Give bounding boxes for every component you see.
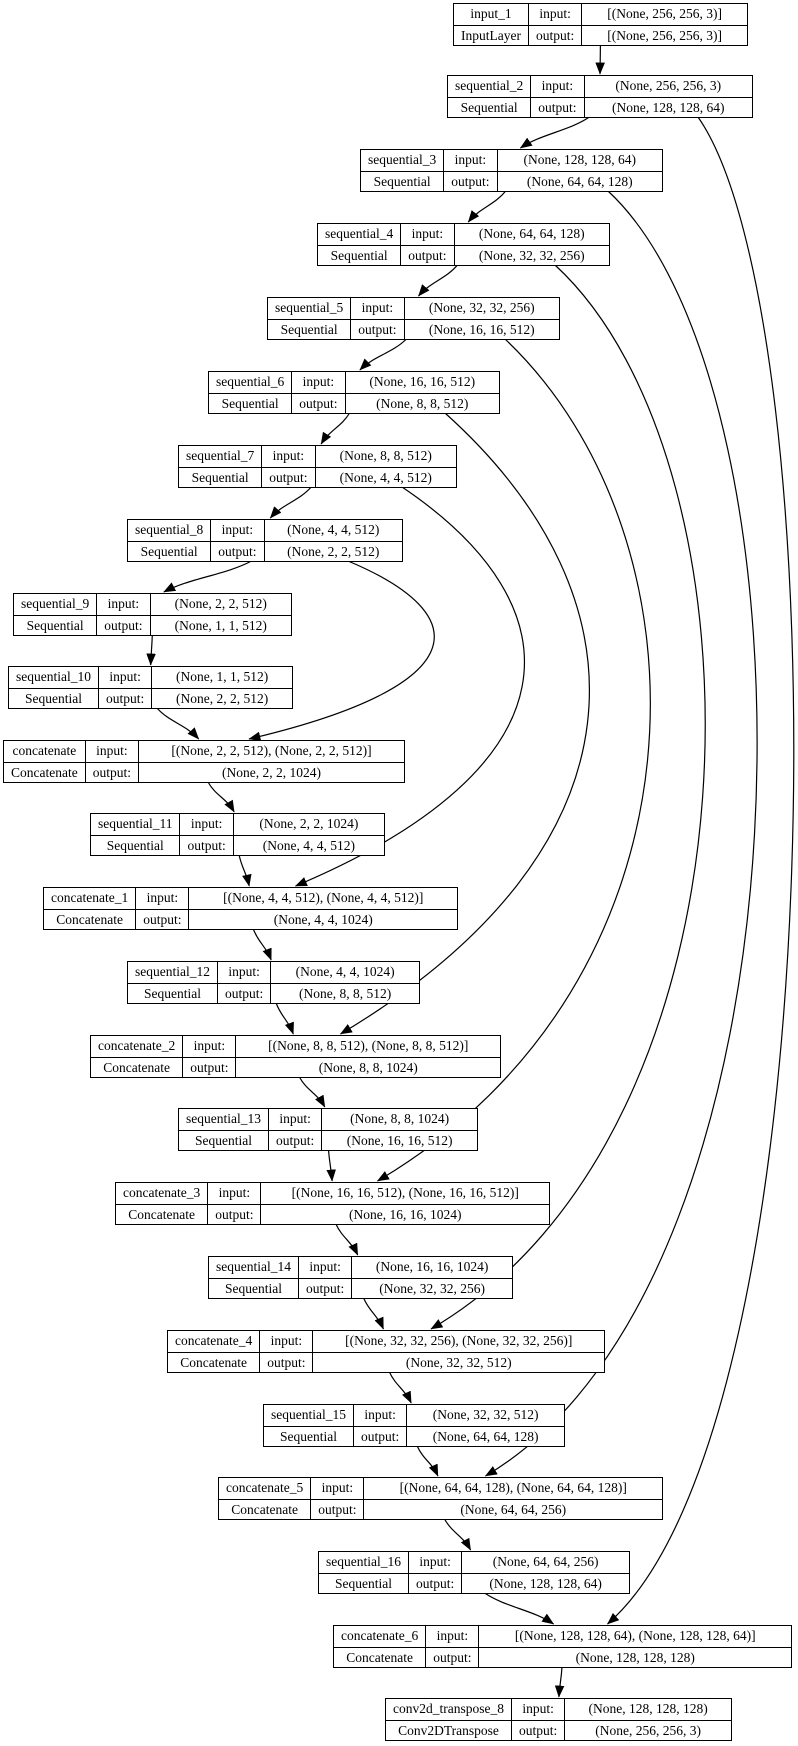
input-label: input: [298, 1257, 351, 1278]
layer-node-concatenate_2 [90, 1035, 501, 1078]
input-shape: [(None, 128, 128, 64), (None, 128, 128, 64)] [478, 1626, 791, 1647]
edge-sequential_2-to-sequential_3 [520, 117, 589, 148]
output-label: output: [217, 983, 270, 1004]
output-label: output: [400, 245, 453, 266]
edge-sequential_10-to-concatenate [157, 708, 199, 739]
output-shape: (None, 8, 8, 512) [345, 393, 500, 414]
layer-name: conv2d_transpose_8 [393, 1701, 504, 1716]
layer-node-sequential_12 [127, 961, 420, 1004]
input-shape: (None, 128, 128, 128) [564, 1699, 731, 1720]
output-label: output: [443, 171, 496, 192]
edge-sequential_9-to-sequential_10 [151, 635, 153, 665]
layer-node-sequential_7 [178, 445, 457, 488]
layer-class: Concatenate [168, 1352, 259, 1373]
layer-name: sequential_8 [135, 522, 204, 537]
layer-node-concatenate_6 [333, 1625, 792, 1668]
input-label: input: [291, 372, 344, 393]
layer-class: Sequential [448, 97, 530, 118]
output-label: output: [530, 97, 583, 118]
output-shape: (None, 16, 16, 1024) [260, 1204, 549, 1225]
layer-name: sequential_13 [186, 1111, 261, 1126]
input-shape: (None, 2, 2, 512) [150, 594, 292, 615]
input-label: input: [310, 1478, 363, 1499]
layer-node-sequential_5 [267, 297, 560, 340]
edge-sequential_4-to-sequential_5 [419, 265, 458, 296]
layer-name: concatenate_4 [175, 1333, 253, 1348]
input-label: input: [96, 594, 149, 615]
output-shape: (None, 1, 1, 512) [150, 615, 292, 636]
output-shape: (None, 64, 64, 128) [406, 1426, 564, 1447]
layer-node-concatenate_4 [167, 1330, 605, 1373]
input-shape: (None, 2, 2, 1024) [233, 814, 384, 835]
output-shape: (None, 8, 8, 1024) [235, 1057, 500, 1078]
layer-node-sequential_11 [90, 813, 385, 856]
input-label: input: [400, 224, 453, 245]
input-shape: (None, 16, 16, 1024) [351, 1257, 512, 1278]
output-label: output: [425, 1647, 478, 1668]
output-shape: (None, 4, 4, 1024) [188, 909, 457, 930]
input-label: input: [530, 76, 583, 97]
output-shape: (None, 64, 64, 128) [497, 171, 663, 192]
output-shape: (None, 2, 2, 512) [264, 541, 403, 562]
layer-node-sequential_10 [8, 666, 293, 709]
layer-class: InputLayer [454, 25, 528, 46]
layer-node-sequential_15 [263, 1404, 565, 1447]
edge-sequential_6-to-concatenate_2 [341, 413, 590, 1034]
output-shape: (None, 16, 16, 512) [404, 319, 560, 340]
edge-sequential_2-to-concatenate_6 [608, 117, 794, 1624]
output-label: output: [261, 467, 314, 488]
output-label: output: [511, 1720, 564, 1741]
input-shape: (None, 8, 8, 512) [315, 446, 457, 467]
input-shape: (None, 4, 4, 512) [264, 520, 403, 541]
layer-class: Sequential [318, 245, 400, 266]
edge-sequential_3-to-sequential_4 [468, 191, 505, 222]
output-shape: (None, 128, 128, 64) [584, 97, 753, 118]
input-shape: [(None, 64, 64, 128), (None, 64, 64, 128)] [363, 1478, 662, 1499]
layer-name: sequential_11 [98, 816, 173, 831]
layer-node-sequential_14 [208, 1256, 513, 1299]
layer-class: Sequential [264, 1426, 353, 1447]
input-label: input: [261, 446, 314, 467]
output-label: output: [98, 688, 151, 709]
output-shape: (None, 2, 2, 1024) [138, 762, 404, 783]
edge-sequential_7-to-sequential_8 [270, 487, 311, 518]
input-shape: [(None, 32, 32, 256), (None, 32, 32, 256)] [312, 1331, 604, 1352]
layer-name: sequential_15 [271, 1407, 346, 1422]
output-label: output: [207, 1204, 260, 1225]
input-shape: [(None, 8, 8, 512), (None, 8, 8, 512)] [235, 1036, 500, 1057]
input-shape: [(None, 2, 2, 512), (None, 2, 2, 512)] [138, 741, 404, 762]
edge-concatenate_6-to-conv2d_transpose_8 [559, 1667, 562, 1697]
edge-concatenate-to-sequential_11 [208, 782, 234, 812]
output-label: output: [298, 1278, 351, 1299]
layer-class: Concatenate [4, 762, 85, 783]
layer-class: Sequential [361, 171, 443, 192]
layer-class: Sequential [179, 467, 261, 488]
output-label: output: [291, 393, 344, 414]
layer-name: sequential_16 [326, 1554, 401, 1569]
edge-concatenate_1-to-sequential_12 [253, 929, 271, 960]
output-shape: (None, 256, 256, 3) [564, 1720, 731, 1741]
layer-node-sequential_13 [178, 1108, 478, 1151]
layer-node-sequential_8 [127, 519, 403, 562]
layer-name: concatenate_6 [341, 1628, 419, 1643]
output-label: output: [528, 25, 581, 46]
edge-concatenate_3-to-sequential_14 [336, 1224, 358, 1255]
layer-name: concatenate_5 [226, 1480, 304, 1495]
layer-name: concatenate [12, 743, 77, 758]
layer-class: Sequential [319, 1573, 408, 1594]
layer-class: Conv2DTranspose [386, 1720, 511, 1741]
output-shape: (None, 64, 64, 256) [363, 1499, 662, 1520]
edge-sequential_8-to-concatenate [249, 561, 434, 739]
edge-sequential_14-to-concatenate_4 [364, 1298, 384, 1329]
input-shape: (None, 32, 32, 512) [406, 1405, 564, 1426]
output-shape: [(None, 256, 256, 3)] [581, 25, 747, 46]
layer-node-sequential_3 [360, 149, 663, 192]
layer-node-input_1 [453, 3, 748, 46]
layer-node-conv2d_transpose_8 [385, 1698, 732, 1741]
input-label: input: [350, 298, 403, 319]
layer-name: concatenate_2 [98, 1038, 176, 1053]
output-shape: (None, 16, 16, 512) [321, 1130, 477, 1151]
layer-node-sequential_6 [208, 371, 500, 414]
layer-name: sequential_7 [186, 448, 255, 463]
edge-concatenate_4-to-sequential_15 [389, 1372, 411, 1403]
input-shape: (None, 8, 8, 1024) [321, 1109, 477, 1130]
input-shape: (None, 1, 1, 512) [151, 667, 292, 688]
edge-sequential_12-to-concatenate_2 [276, 1003, 293, 1034]
edge-sequential_3-to-concatenate_5 [486, 191, 758, 1476]
input-shape: (None, 128, 128, 64) [497, 150, 663, 171]
input-shape: (None, 4, 4, 1024) [270, 962, 419, 983]
layer-class: Concatenate [44, 909, 135, 930]
layer-class: Sequential [9, 688, 98, 709]
layer-name: input_1 [470, 6, 512, 21]
input-label: input: [85, 741, 138, 762]
layer-node-sequential_16 [318, 1551, 630, 1594]
layer-node-sequential_9 [13, 593, 292, 636]
layer-class: Sequential [128, 983, 217, 1004]
layer-node-sequential_4 [317, 223, 610, 266]
input-label: input: [408, 1552, 461, 1573]
layer-name: sequential_10 [16, 669, 91, 684]
layer-class: Sequential [209, 1278, 298, 1299]
output-label: output: [350, 319, 403, 340]
input-label: input: [182, 1036, 235, 1057]
output-label: output: [96, 615, 149, 636]
layer-name: sequential_4 [325, 226, 394, 241]
layer-class: Concatenate [334, 1647, 425, 1668]
layer-node-concatenate_1 [43, 887, 458, 930]
input-label: input: [98, 667, 151, 688]
output-shape: (None, 2, 2, 512) [151, 688, 292, 709]
input-label: input: [511, 1699, 564, 1720]
layer-name: sequential_14 [216, 1259, 291, 1274]
output-label: output: [135, 909, 188, 930]
output-label: output: [310, 1499, 363, 1520]
input-label: input: [210, 520, 263, 541]
input-label: input: [259, 1331, 312, 1352]
edge-concatenate_5-to-sequential_16 [445, 1519, 471, 1550]
output-label: output: [179, 835, 232, 856]
layer-node-concatenate_3 [115, 1182, 550, 1225]
layer-class: Sequential [128, 541, 210, 562]
input-label: input: [217, 962, 270, 983]
input-label: input: [268, 1109, 321, 1130]
edge-sequential_6-to-sequential_7 [321, 413, 350, 444]
input-shape: (None, 64, 64, 256) [461, 1552, 629, 1573]
input-label: input: [207, 1183, 260, 1204]
output-shape: (None, 128, 128, 64) [461, 1573, 629, 1594]
input-label: input: [135, 888, 188, 909]
output-shape: (None, 4, 4, 512) [315, 467, 457, 488]
output-shape: (None, 4, 4, 512) [233, 835, 384, 856]
edge-sequential_8-to-sequential_9 [164, 561, 252, 592]
output-shape: (None, 128, 128, 128) [478, 1647, 791, 1668]
input-shape: (None, 256, 256, 3) [584, 76, 753, 97]
layer-name: sequential_2 [455, 78, 524, 93]
layer-class: Concatenate [219, 1499, 310, 1520]
output-shape: (None, 32, 32, 512) [312, 1352, 604, 1373]
layer-class: Sequential [14, 615, 96, 636]
output-shape: (None, 8, 8, 512) [270, 983, 419, 1004]
edge-sequential_5-to-sequential_6 [360, 339, 407, 370]
edge-sequential_15-to-concatenate_5 [417, 1446, 438, 1476]
input-shape: [(None, 256, 256, 3)] [581, 4, 747, 25]
input-shape: [(None, 4, 4, 512), (None, 4, 4, 512)] [188, 888, 457, 909]
layer-name: sequential_3 [368, 152, 437, 167]
input-shape: (None, 32, 32, 256) [404, 298, 560, 319]
output-label: output: [85, 762, 138, 783]
layer-name: concatenate_3 [123, 1185, 201, 1200]
layer-node-sequential_2 [447, 75, 753, 118]
layer-name: concatenate_1 [51, 890, 129, 905]
output-label: output: [408, 1573, 461, 1594]
output-shape: (None, 32, 32, 256) [454, 245, 610, 266]
layer-class: Sequential [179, 1130, 268, 1151]
edge-concatenate_2-to-sequential_13 [299, 1077, 324, 1107]
layer-name: sequential_12 [135, 964, 210, 979]
output-label: output: [268, 1130, 321, 1151]
output-label: output: [353, 1426, 406, 1447]
layer-class: Sequential [268, 319, 350, 340]
layer-class: Concatenate [91, 1057, 182, 1078]
input-shape: (None, 64, 64, 128) [454, 224, 610, 245]
layer-name: sequential_9 [21, 596, 90, 611]
output-shape: (None, 32, 32, 256) [351, 1278, 512, 1299]
layer-class: Sequential [209, 393, 291, 414]
edge-sequential_11-to-concatenate_1 [239, 855, 249, 886]
input-label: input: [353, 1405, 406, 1426]
output-label: output: [210, 541, 263, 562]
input-label: input: [179, 814, 232, 835]
layer-class: Concatenate [116, 1204, 207, 1225]
input-label: input: [425, 1626, 478, 1647]
edge-sequential_13-to-concatenate_3 [329, 1150, 333, 1181]
output-label: output: [259, 1352, 312, 1373]
layer-name: sequential_5 [275, 300, 344, 315]
input-shape: (None, 16, 16, 512) [345, 372, 500, 393]
input-label: input: [528, 4, 581, 25]
layer-class: Sequential [91, 835, 179, 856]
edge-sequential_16-to-concatenate_6 [485, 1593, 554, 1624]
output-label: output: [182, 1057, 235, 1078]
input-label: input: [443, 150, 496, 171]
layer-node-concatenate [3, 740, 405, 783]
layer-name: sequential_6 [216, 374, 285, 389]
input-shape: [(None, 16, 16, 512), (None, 16, 16, 512)] [260, 1183, 549, 1204]
layer-node-concatenate_5 [218, 1477, 663, 1520]
